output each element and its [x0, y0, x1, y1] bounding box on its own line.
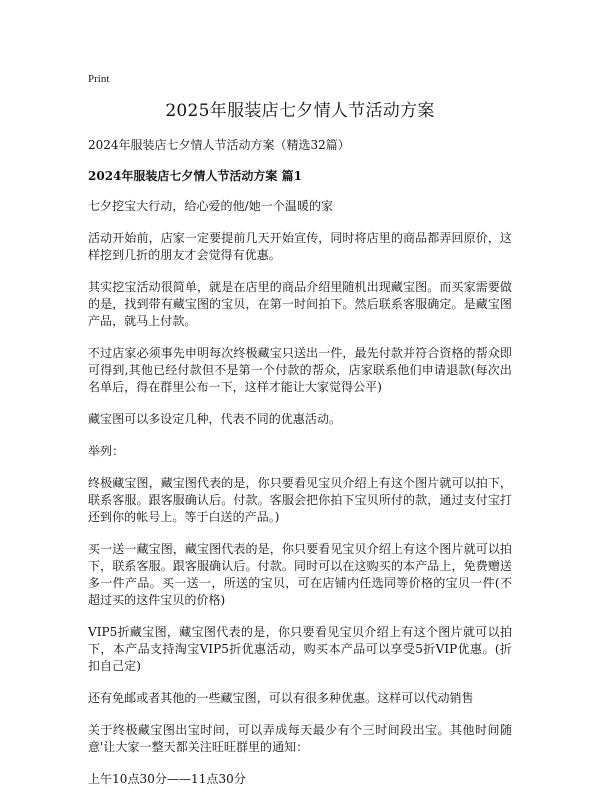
paragraph: VIP5折藏宝图，藏宝图代表的是，你只要看见宝贝介绍上有这个图片就可以拍下，本产品支持淘宝VIP5折优惠活动，购买本产品可以享受5折VIP优惠。(折扣自己定): [88, 625, 512, 673]
paragraph: 上午10点30分——11点30分: [88, 772, 246, 786]
paragraph: 藏宝图可以多设定几种，代表不同的优惠活动。: [88, 412, 342, 426]
paragraph: 不过店家必须事先申明每次终极藏宝只送出一件，最先付款并符合资格的帮众即可得到,其他已经付款但不是第一个付款的帮众，店家联系他们申请退款(每次出名单后，得在群里公布一下，这样才能让大家觉得公平): [88, 346, 512, 394]
print-label: Print: [88, 73, 110, 85]
paragraph: 终极藏宝图，藏宝图代表的是，你只要看见宝贝介绍上有这个图片就可以拍下，联系客服。跟客服确认后。付款。客服会把你拍下宝贝所付的款，通过支付宝打还到你的帐号上。等于白送的产品。): [88, 476, 512, 524]
document-subtitle: 2024年服装店七夕情人节活动方案（精选32篇）: [88, 138, 350, 152]
section-heading: 2024年服装店七夕情人节活动方案 篇1: [88, 169, 302, 183]
paragraph: 买一送一藏宝图，藏宝图代表的是，你只要看见宝贝介绍上有这个图片就可以拍下，联系客服。跟客服确认后。付款。同时可以在这购买的本产品上，免费赠送多一件产品。买一送一，所送的宝贝，可在店铺内任选同等价格的宝贝一件(不超过买的这件宝贝的价格): [88, 542, 512, 607]
paragraph: 活动开始前，店家一定要提前几天开始宣传，同时将店里的商品都弄回原价，这样挖到几折的朋友才会觉得有优惠。: [88, 231, 512, 262]
paragraph: 举列：: [88, 444, 125, 458]
paragraph: 七夕挖宝大行动，给心爱的他/她一个温暖的家: [88, 199, 334, 213]
document-title: 2025年服装店七夕情人节活动方案: [165, 101, 435, 121]
paragraph: 还有免邮或者其他的一些藏宝图，可以有很多种优惠。这样可以代动销售: [88, 691, 474, 705]
paragraph: 关于终极藏宝图出宝时间，可以弄成每天最少有个三时间段出宝。其他时间随意'让大家一整天都关注旺旺群里的通知：: [88, 723, 512, 754]
paragraph: 其实挖宝活动很简单，就是在店里的商品介绍里随机出现藏宝图。而买家需要做的是，找到带有藏宝图的宝贝，在第一时间拍下。然后联系客服确定。是藏宝图产品，就马上付款。: [88, 280, 512, 328]
